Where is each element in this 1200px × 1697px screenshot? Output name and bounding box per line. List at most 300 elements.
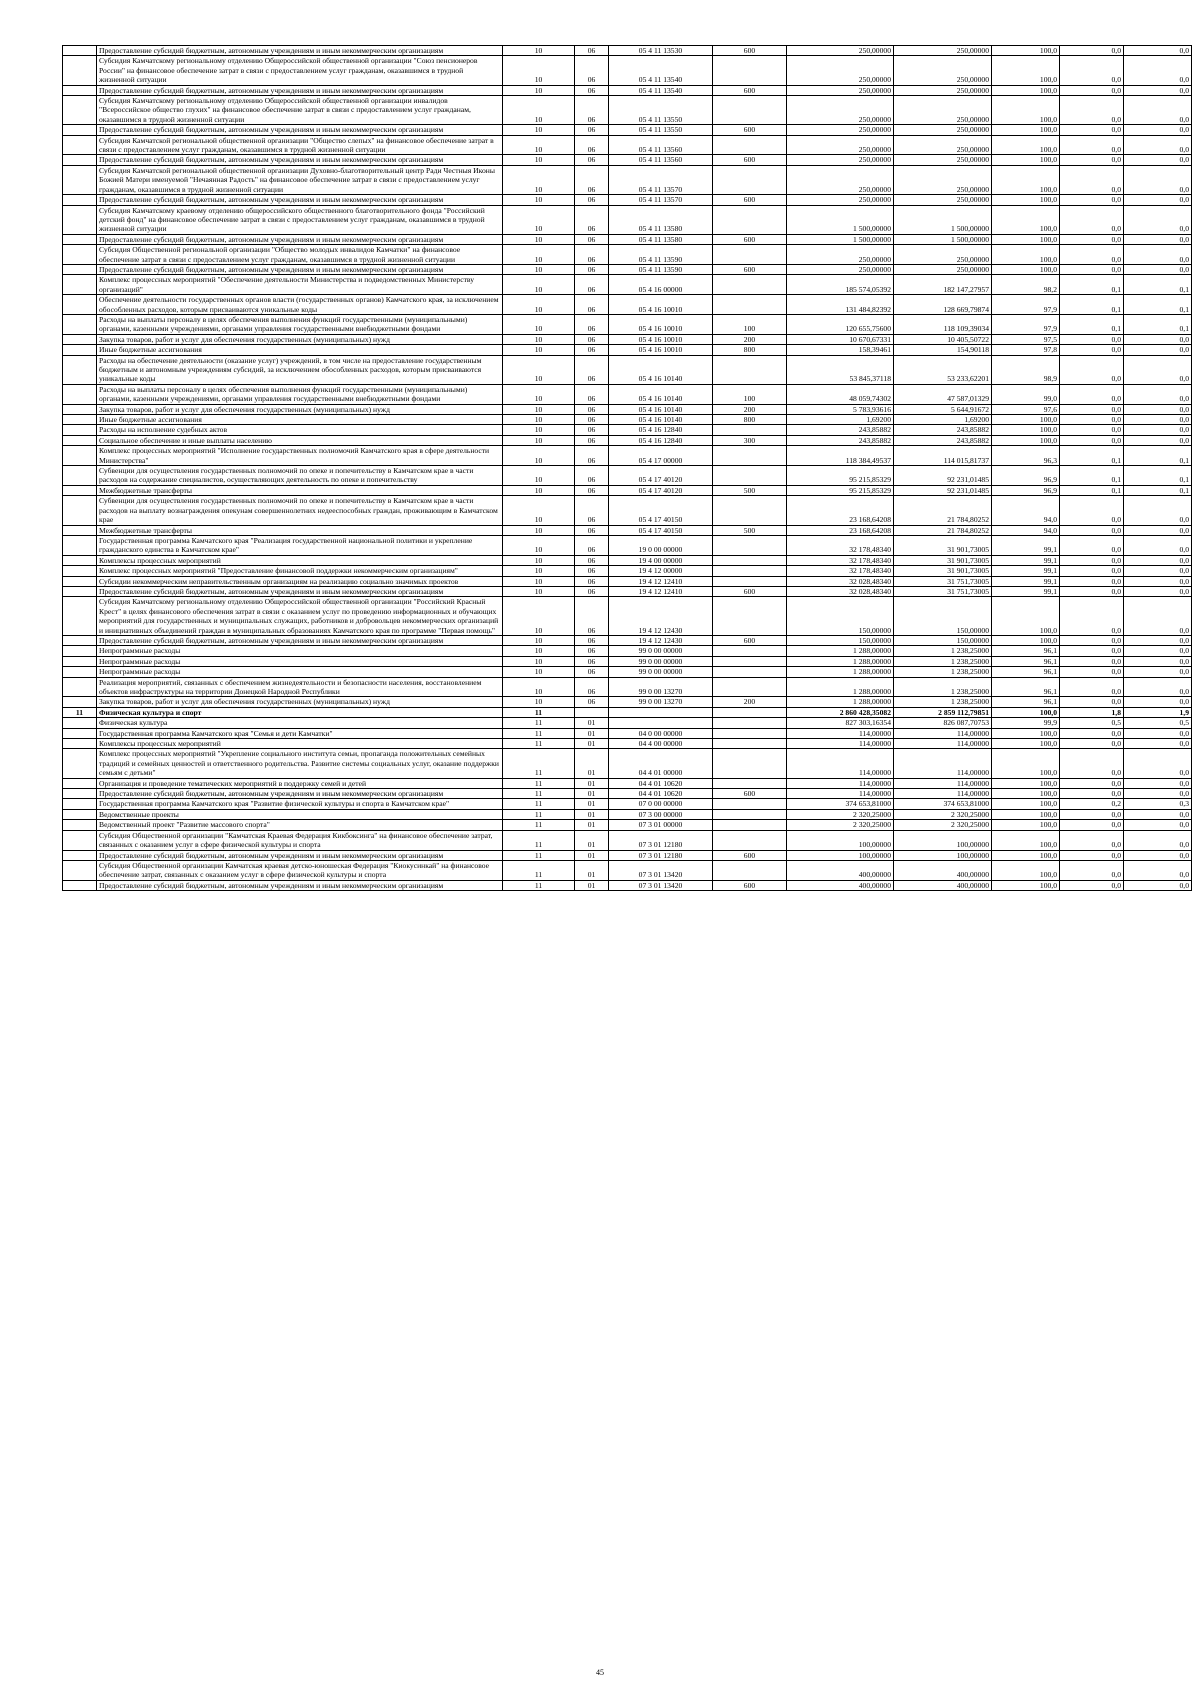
- section-code-cell: 10: [503, 96, 575, 125]
- item-name-cell: Субсидия Камчатскому региональному отделению Общероссийской общественной организации "Российский Красный Крест" в целях финансового обеспечения затрат в связи с оказанием услуг по проведению информационных и обучающих мероприятий для государственных и муниципальных служащих, работников и добровольцев некоммерческих организаций и инициативных объединений граждан в муниципальных образованиях Камчатского края по программе "Первая помощь": [97, 597, 503, 636]
- section-code-cell: 10: [503, 646, 575, 656]
- subsection-code-cell: 06: [575, 496, 609, 525]
- item-name-cell: Комплексы процессных мероприятий: [97, 555, 503, 565]
- plan-amount-cell: 250,00000: [787, 125, 894, 135]
- section-code-cell: 10: [503, 566, 575, 576]
- section-number-cell: [63, 334, 97, 344]
- section-code-cell: 10: [503, 525, 575, 535]
- share-plan-cell: 0,0: [1060, 264, 1124, 274]
- plan-amount-cell: 374 653,81000: [787, 799, 894, 809]
- item-name-cell: Предоставление субсидий бюджетным, автономным учреждениям и иным некоммерческим организациям: [97, 155, 503, 165]
- plan-amount-cell: 400,00000: [787, 860, 894, 880]
- item-name-cell: Иные бюджетные ассигнования: [97, 345, 503, 355]
- share-actual-cell: 0,0: [1124, 46, 1192, 56]
- expense-type-cell: 800: [713, 415, 787, 425]
- item-name-cell: Субсидия Камчатскому краевому отделению общероссийского общественного благотворительного фонда "Российский детский фонд" на финансовое обеспечение затрат в связи с предоставлением услуг гражданам, оказавшимся в трудной жизненной ситуации: [97, 205, 503, 234]
- plan-amount-cell: 250,00000: [787, 195, 894, 205]
- share-actual-cell: 0,0: [1124, 535, 1192, 555]
- item-name-cell: Субсидия Общественной региональной организации "Общество молодых инвалидов Камчатки" на финансовое обеспечение затрат в связи с предоставлением услуг гражданам, оказавшимся в трудной жизненной ситуации: [97, 245, 503, 265]
- subsection-code-cell: 01: [575, 749, 609, 778]
- share-actual-cell: 0,0: [1124, 677, 1192, 697]
- plan-amount-cell: 1 500,00000: [787, 234, 894, 244]
- target-article-cell: 19 4 00 00000: [609, 555, 713, 565]
- section-number-cell: [63, 809, 97, 819]
- execution-percent-cell: 100,0: [992, 749, 1060, 778]
- subsection-code-cell: 06: [575, 46, 609, 56]
- subsection-code-cell: 06: [575, 667, 609, 677]
- table-row: [63, 245, 1192, 265]
- section-code-cell: 10: [503, 125, 575, 135]
- section-code-cell: 10: [503, 314, 575, 334]
- section-code-cell: 10: [503, 355, 575, 384]
- subsection-code-cell: 01: [575, 850, 609, 860]
- share-plan-cell: 0,0: [1060, 860, 1124, 880]
- section-number-cell: [63, 435, 97, 445]
- section-code-cell: 10: [503, 667, 575, 677]
- expense-type-cell: [713, 728, 787, 738]
- actual-amount-cell: 250,00000: [894, 125, 992, 135]
- target-article-cell: 07 3 01 12180: [609, 850, 713, 860]
- target-article-cell: 05 4 11 13560: [609, 135, 713, 155]
- section-number-cell: [63, 635, 97, 645]
- plan-amount-cell: 95 215,85329: [787, 466, 894, 486]
- item-name-cell: Физическая культура и спорт: [97, 707, 503, 717]
- share-plan-cell: 0,0: [1060, 165, 1124, 194]
- expense-type-cell: [713, 56, 787, 85]
- target-article-cell: 19 0 00 00000: [609, 535, 713, 555]
- subsection-code-cell: 01: [575, 809, 609, 819]
- actual-amount-cell: 31 751,73005: [894, 586, 992, 596]
- table-row: [63, 799, 1192, 809]
- share-actual-cell: 0,3: [1124, 799, 1192, 809]
- execution-percent-cell: 100,0: [992, 85, 1060, 95]
- section-code-cell: 10: [503, 425, 575, 435]
- subsection-code-cell: 06: [575, 525, 609, 535]
- actual-amount-cell: 374 653,81000: [894, 799, 992, 809]
- item-name-cell: Ведомственные проекты: [97, 809, 503, 819]
- section-code-cell: 11: [503, 850, 575, 860]
- share-plan-cell: 0,0: [1060, 880, 1124, 890]
- share-plan-cell: 0,1: [1060, 446, 1124, 466]
- share-plan-cell: 0,0: [1060, 566, 1124, 576]
- share-actual-cell: 0,1: [1124, 466, 1192, 486]
- subsection-code-cell: 06: [575, 446, 609, 466]
- actual-amount-cell: 31 901,73005: [894, 535, 992, 555]
- share-actual-cell: 0,0: [1124, 85, 1192, 95]
- share-actual-cell: 0,0: [1124, 820, 1192, 830]
- share-actual-cell: 0,0: [1124, 525, 1192, 535]
- share-plan-cell: 0,1: [1060, 466, 1124, 486]
- plan-amount-cell: 250,00000: [787, 264, 894, 274]
- execution-percent-cell: 97,9: [992, 295, 1060, 315]
- execution-percent-cell: 96,1: [992, 667, 1060, 677]
- actual-amount-cell: 31 751,73005: [894, 576, 992, 586]
- share-plan-cell: 0,0: [1060, 535, 1124, 555]
- actual-amount-cell: 100,00000: [894, 850, 992, 860]
- share-plan-cell: 0,0: [1060, 334, 1124, 344]
- share-actual-cell: 0,0: [1124, 155, 1192, 165]
- section-code-cell: 10: [503, 677, 575, 697]
- subsection-code-cell: 06: [575, 56, 609, 85]
- share-actual-cell: 0,1: [1124, 295, 1192, 315]
- item-name-cell: Субсидия Камчатскому региональному отделению Общероссийской общественной организации "Союз пенсионеров России" на финансовое обеспечение затрат в связи с предоставлением услуг гражданам, оказавшимся в трудной жизненной ситуации: [97, 56, 503, 85]
- actual-amount-cell: 400,00000: [894, 880, 992, 890]
- plan-amount-cell: 250,00000: [787, 155, 894, 165]
- subsection-code-cell: 01: [575, 830, 609, 850]
- section-code-cell: 10: [503, 404, 575, 414]
- plan-amount-cell: 1 288,00000: [787, 656, 894, 666]
- plan-amount-cell: 400,00000: [787, 880, 894, 890]
- expense-type-cell: [713, 576, 787, 586]
- share-actual-cell: 0,0: [1124, 435, 1192, 445]
- subsection-code-cell: 06: [575, 635, 609, 645]
- expense-type-cell: 600: [713, 880, 787, 890]
- section-code-cell: 10: [503, 264, 575, 274]
- target-article-cell: 99 0 00 00000: [609, 667, 713, 677]
- table-row: [63, 135, 1192, 155]
- page-number: 45: [596, 1668, 604, 1677]
- subsection-code-cell: 06: [575, 295, 609, 315]
- section-code-cell: 11: [503, 728, 575, 738]
- section-code-cell: 10: [503, 135, 575, 155]
- share-actual-cell: 0,0: [1124, 635, 1192, 645]
- subsection-code-cell: 01: [575, 880, 609, 890]
- target-article-cell: 19 4 12 12410: [609, 576, 713, 586]
- section-number-cell: [63, 314, 97, 334]
- actual-amount-cell: 1,69200: [894, 415, 992, 425]
- target-article-cell: 05 4 11 13580: [609, 205, 713, 234]
- plan-amount-cell: 1 288,00000: [787, 697, 894, 707]
- expense-type-cell: [713, 165, 787, 194]
- section-code-cell: 11: [503, 830, 575, 850]
- subsection-code-cell: 06: [575, 566, 609, 576]
- actual-amount-cell: 250,00000: [894, 165, 992, 194]
- section-number-cell: [63, 576, 97, 586]
- target-article-cell: 19 4 12 12430: [609, 635, 713, 645]
- item-name-cell: Межбюджетные трансферты: [97, 525, 503, 535]
- table-row: [63, 355, 1192, 384]
- item-name-cell: Расходы на обеспечение деятельности (оказание услуг) учреждений, в том числе на предоставление государственным бюджетным и автономным учреждениям субсидий, за исключением обособленных расходов, которым присваиваются уникальные коды: [97, 355, 503, 384]
- share-actual-cell: 0,0: [1124, 135, 1192, 155]
- section-number-cell: [63, 525, 97, 535]
- share-plan-cell: 0,0: [1060, 677, 1124, 697]
- section-number-cell: [63, 415, 97, 425]
- share-actual-cell: 0,0: [1124, 425, 1192, 435]
- share-plan-cell: 0,0: [1060, 496, 1124, 525]
- plan-amount-cell: 100,00000: [787, 830, 894, 850]
- expense-type-cell: 200: [713, 404, 787, 414]
- execution-percent-cell: 100,0: [992, 264, 1060, 274]
- share-actual-cell: 0,0: [1124, 245, 1192, 265]
- table-row: [63, 677, 1192, 697]
- subsection-code-cell: 06: [575, 384, 609, 404]
- expense-type-cell: [713, 555, 787, 565]
- actual-amount-cell: 31 901,73005: [894, 566, 992, 576]
- execution-percent-cell: 100,0: [992, 880, 1060, 890]
- item-name-cell: Предоставление субсидий бюджетным, автономным учреждениям и иным некоммерческим организациям: [97, 234, 503, 244]
- subsection-code-cell: 06: [575, 135, 609, 155]
- subsection-code-cell: 06: [575, 485, 609, 495]
- execution-percent-cell: 100,0: [992, 739, 1060, 749]
- execution-percent-cell: 100,0: [992, 135, 1060, 155]
- execution-percent-cell: 94,0: [992, 525, 1060, 535]
- table-row: [63, 778, 1192, 788]
- subsection-code-cell: 06: [575, 586, 609, 596]
- item-name-cell: Непрограммные расходы: [97, 646, 503, 656]
- execution-percent-cell: 100,0: [992, 245, 1060, 265]
- plan-amount-cell: 250,00000: [787, 165, 894, 194]
- expense-type-cell: [713, 446, 787, 466]
- plan-amount-cell: 827 303,16354: [787, 718, 894, 728]
- share-plan-cell: 0,0: [1060, 125, 1124, 135]
- plan-amount-cell: 32 028,48340: [787, 586, 894, 596]
- plan-amount-cell: 114,00000: [787, 789, 894, 799]
- table-row: [63, 485, 1192, 495]
- actual-amount-cell: 100,00000: [894, 830, 992, 850]
- table-row: [63, 635, 1192, 645]
- expense-type-cell: [713, 135, 787, 155]
- target-article-cell: 04 4 00 00000: [609, 739, 713, 749]
- expense-type-cell: [713, 466, 787, 486]
- share-actual-cell: 0,1: [1124, 485, 1192, 495]
- item-name-cell: Субсидия Камчатской региональной общественной организации Духовно-благотворительный центр Ради Честныя Иконы Божией Матери именуемой "Нечаянная Радость" на финансовое обеспечение затрат в связи с предоставлением услуг гражданам, оказавшимся в трудной жизненной ситуации: [97, 165, 503, 194]
- section-number-cell: [63, 830, 97, 850]
- target-article-cell: 05 4 11 13570: [609, 195, 713, 205]
- actual-amount-cell: 2 320,25000: [894, 820, 992, 830]
- share-actual-cell: 0,1: [1124, 446, 1192, 466]
- table-row: [63, 96, 1192, 125]
- actual-amount-cell: 250,00000: [894, 56, 992, 85]
- target-article-cell: 99 0 00 13270: [609, 677, 713, 697]
- share-actual-cell: 0,0: [1124, 384, 1192, 404]
- share-actual-cell: 0,0: [1124, 880, 1192, 890]
- actual-amount-cell: 1 238,25000: [894, 697, 992, 707]
- table-row: [63, 718, 1192, 728]
- subsection-code-cell: 06: [575, 435, 609, 445]
- share-plan-cell: 0,0: [1060, 404, 1124, 414]
- target-article-cell: 05 4 16 10010: [609, 345, 713, 355]
- subsection-code-cell: 06: [575, 334, 609, 344]
- section-code-cell: 10: [503, 555, 575, 565]
- execution-percent-cell: 96,9: [992, 466, 1060, 486]
- plan-amount-cell: 48 059,74302: [787, 384, 894, 404]
- section-number-cell: [63, 597, 97, 636]
- subsection-code-cell: 06: [575, 646, 609, 656]
- expense-type-cell: [713, 799, 787, 809]
- table-row: [63, 165, 1192, 194]
- share-plan-cell: 0,1: [1060, 275, 1124, 295]
- actual-amount-cell: 250,00000: [894, 155, 992, 165]
- expense-type-cell: [713, 355, 787, 384]
- actual-amount-cell: 250,00000: [894, 195, 992, 205]
- expense-type-cell: [713, 597, 787, 636]
- execution-percent-cell: 96,9: [992, 485, 1060, 495]
- execution-percent-cell: 100,0: [992, 125, 1060, 135]
- section-number-cell: [63, 195, 97, 205]
- item-name-cell: Предоставление субсидий бюджетным, автономным учреждениям и иным некоммерческим организациям: [97, 264, 503, 274]
- section-number-cell: [63, 46, 97, 56]
- share-plan-cell: 0,0: [1060, 525, 1124, 535]
- execution-percent-cell: 99,0: [992, 384, 1060, 404]
- table-row: [63, 264, 1192, 274]
- subsection-code-cell: 06: [575, 245, 609, 265]
- table-row: [63, 295, 1192, 315]
- share-plan-cell: 0,0: [1060, 384, 1124, 404]
- share-actual-cell: 0,0: [1124, 334, 1192, 344]
- share-actual-cell: 0,0: [1124, 667, 1192, 677]
- section-code-cell: 10: [503, 415, 575, 425]
- section-code-cell: 10: [503, 155, 575, 165]
- actual-amount-cell: 1 500,00000: [894, 205, 992, 234]
- plan-amount-cell: 250,00000: [787, 85, 894, 95]
- execution-percent-cell: 100,0: [992, 56, 1060, 85]
- section-code-cell: 10: [503, 205, 575, 234]
- actual-amount-cell: 21 784,80252: [894, 496, 992, 525]
- section-code-cell: 10: [503, 635, 575, 645]
- actual-amount-cell: 114,00000: [894, 739, 992, 749]
- section-number-cell: [63, 850, 97, 860]
- expense-type-cell: 300: [713, 435, 787, 445]
- item-name-cell: Предоставление субсидий бюджетным, автономным учреждениям и иным некоммерческим организациям: [97, 635, 503, 645]
- actual-amount-cell: 400,00000: [894, 860, 992, 880]
- share-actual-cell: 0,0: [1124, 850, 1192, 860]
- item-name-cell: Реализация мероприятий, связанных с обеспечением жизнедеятельности и безопасности населения, восстановлением объектов инфраструктуры на территории Донецкой Народной Республики: [97, 677, 503, 697]
- item-name-cell: Предоставление субсидий бюджетным, автономным учреждениям и иным некоммерческим организациям: [97, 850, 503, 860]
- item-name-cell: Предоставление субсидий бюджетным, автономным учреждениям и иным некоммерческим организациям: [97, 586, 503, 596]
- execution-percent-cell: 99,9: [992, 718, 1060, 728]
- share-actual-cell: 0,5: [1124, 718, 1192, 728]
- plan-amount-cell: 114,00000: [787, 749, 894, 778]
- actual-amount-cell: 826 087,70753: [894, 718, 992, 728]
- section-number-cell: [63, 96, 97, 125]
- section-code-cell: 11: [503, 707, 575, 717]
- plan-amount-cell: 2 860 428,35082: [787, 707, 894, 717]
- share-plan-cell: 0,0: [1060, 425, 1124, 435]
- item-name-cell: Субвенции для осуществления государственных полномочий по опеке и попечительству в Камчатском крае в части расходов на содержание специалистов, осуществляющих деятельность по опеке и попечительству: [97, 466, 503, 486]
- section-number-cell: [63, 778, 97, 788]
- expense-type-cell: [713, 809, 787, 819]
- table-row: [63, 820, 1192, 830]
- target-article-cell: 05 4 11 13540: [609, 85, 713, 95]
- plan-amount-cell: 250,00000: [787, 135, 894, 155]
- actual-amount-cell: 154,90118: [894, 345, 992, 355]
- execution-percent-cell: 96,1: [992, 677, 1060, 697]
- section-code-cell: 11: [503, 799, 575, 809]
- section-number-cell: [63, 566, 97, 576]
- actual-amount-cell: 118 109,39034: [894, 314, 992, 334]
- item-name-cell: Иные бюджетные ассигнования: [97, 415, 503, 425]
- share-plan-cell: 0,0: [1060, 646, 1124, 656]
- expense-type-cell: [713, 535, 787, 555]
- item-name-cell: Расходы на выплаты персоналу в целях обеспечения выполнения функций государственными (муниципальными) органами, казенными учреждениями, органами управления государственными внебюджетными фондами: [97, 384, 503, 404]
- item-name-cell: Предоставление субсидий бюджетным, автономным учреждениям и иным некоммерческим организациям: [97, 85, 503, 95]
- table-row: [63, 646, 1192, 656]
- plan-amount-cell: 32 178,48340: [787, 535, 894, 555]
- section-code-cell: 10: [503, 496, 575, 525]
- plan-amount-cell: 10 670,67331: [787, 334, 894, 344]
- execution-percent-cell: 99,1: [992, 586, 1060, 596]
- table-row: [63, 384, 1192, 404]
- plan-amount-cell: 1 500,00000: [787, 205, 894, 234]
- expense-type-cell: [713, 646, 787, 656]
- section-code-cell: 10: [503, 435, 575, 445]
- subsection-code-cell: 06: [575, 656, 609, 666]
- expense-type-cell: 600: [713, 46, 787, 56]
- plan-amount-cell: 243,85882: [787, 435, 894, 445]
- table-row: [63, 275, 1192, 295]
- expense-type-cell: [713, 718, 787, 728]
- subsection-code-cell: [575, 707, 609, 717]
- share-actual-cell: 0,0: [1124, 415, 1192, 425]
- plan-amount-cell: 118 384,49537: [787, 446, 894, 466]
- execution-percent-cell: 96,3: [992, 446, 1060, 466]
- execution-percent-cell: 100,0: [992, 234, 1060, 244]
- item-name-cell: Государственная программа Камчатского края "Развитие физической культуры и спорта в Камчатском крае": [97, 799, 503, 809]
- section-code-cell: 11: [503, 778, 575, 788]
- item-name-cell: Организация и проведение тематических мероприятий в поддержку семей и детей: [97, 778, 503, 788]
- share-plan-cell: 0,0: [1060, 830, 1124, 850]
- expense-type-cell: 100: [713, 384, 787, 404]
- section-code-cell: 10: [503, 46, 575, 56]
- section-code-cell: 11: [503, 739, 575, 749]
- expense-type-cell: [713, 245, 787, 265]
- subsection-code-cell: 01: [575, 718, 609, 728]
- expense-type-cell: 200: [713, 334, 787, 344]
- share-actual-cell: 1,9: [1124, 707, 1192, 717]
- expense-type-cell: 600: [713, 264, 787, 274]
- execution-percent-cell: 99,1: [992, 555, 1060, 565]
- target-article-cell: 05 4 11 13540: [609, 56, 713, 85]
- share-plan-cell: 0,1: [1060, 314, 1124, 334]
- share-actual-cell: 0,0: [1124, 646, 1192, 656]
- section-code-cell: 10: [503, 234, 575, 244]
- section-code-cell: 10: [503, 195, 575, 205]
- target-article-cell: 05 4 11 13530: [609, 46, 713, 56]
- item-name-cell: Предоставление субсидий бюджетным, автономным учреждениям и иным некоммерческим организациям: [97, 195, 503, 205]
- section-number-cell: [63, 799, 97, 809]
- actual-amount-cell: 10 405,50722: [894, 334, 992, 344]
- section-number-cell: [63, 275, 97, 295]
- expense-type-cell: [713, 205, 787, 234]
- share-actual-cell: 0,0: [1124, 345, 1192, 355]
- target-article-cell: 05 4 16 10010: [609, 295, 713, 315]
- section-code-cell: 10: [503, 535, 575, 555]
- budget-table: [62, 45, 1192, 891]
- section-code-cell: 11: [503, 880, 575, 890]
- plan-amount-cell: 120 655,75600: [787, 314, 894, 334]
- section-code-cell: 10: [503, 345, 575, 355]
- share-plan-cell: 0,0: [1060, 586, 1124, 596]
- expense-type-cell: 600: [713, 635, 787, 645]
- section-code-cell: 10: [503, 656, 575, 666]
- execution-percent-cell: 100,0: [992, 809, 1060, 819]
- section-number-cell: [63, 384, 97, 404]
- table-row: [63, 728, 1192, 738]
- section-code-cell: 10: [503, 384, 575, 404]
- section-code-cell: 10: [503, 586, 575, 596]
- execution-percent-cell: 97,6: [992, 404, 1060, 414]
- target-article-cell: 05 4 17 40150: [609, 496, 713, 525]
- share-plan-cell: 0,0: [1060, 195, 1124, 205]
- subsection-code-cell: 06: [575, 425, 609, 435]
- item-name-cell: Социальное обеспечение и иные выплаты населению: [97, 435, 503, 445]
- section-number-cell: [63, 125, 97, 135]
- section-number-cell: [63, 860, 97, 880]
- target-article-cell: 05 4 16 00000: [609, 275, 713, 295]
- execution-percent-cell: 100,0: [992, 435, 1060, 445]
- execution-percent-cell: 100,0: [992, 425, 1060, 435]
- section-code-cell: 10: [503, 597, 575, 636]
